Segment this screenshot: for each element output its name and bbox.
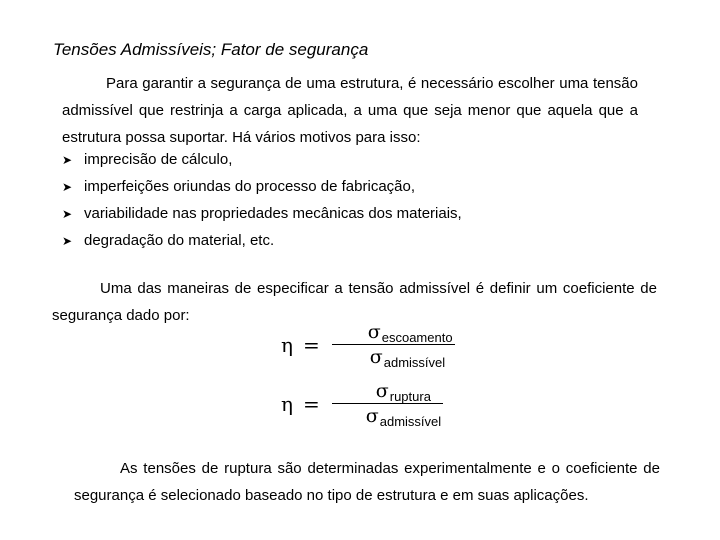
intro-paragraph: Para garantir a segurança de uma estrutura, é necessário escolher uma tensão admissível que restrinja a carga aplicada, a uma que seja menor que aquela que a estrutura possa suportar. Há vários motivos para isso: bbox=[62, 75, 638, 146]
reasons-list bbox=[62, 151, 462, 259]
list-item bbox=[62, 205, 462, 232]
fraction-denominator bbox=[332, 346, 447, 370]
fraction bbox=[332, 321, 455, 370]
sigma-symbol: σ bbox=[375, 380, 389, 402]
arrowhead-bullet-icon: ➤ bbox=[62, 153, 73, 167]
page-title: Tensões Admissíveis; Fator de segurança bbox=[53, 40, 369, 59]
arrowhead-bullet-icon: ➤ bbox=[62, 207, 73, 221]
arrowhead-bullet-icon: ➤ bbox=[62, 234, 73, 248]
conclusion-paragraph: As tensões de ruptura são determinadas experimentalmente e o coeficiente de segurança é selecionado baseado no tipo de estrutura e em suas aplicações. bbox=[74, 460, 660, 504]
list-item bbox=[62, 151, 462, 178]
fraction-denominator bbox=[332, 405, 443, 429]
sigma-symbol: σ bbox=[369, 346, 383, 368]
sigma-symbol: σ bbox=[367, 321, 381, 343]
list-item-text: imperfeições oriundas do processo de fabricação, bbox=[84, 178, 416, 195]
fraction-numerator bbox=[332, 321, 455, 345]
formula-yield bbox=[281, 321, 455, 370]
fraction bbox=[332, 380, 443, 429]
equals-sign: = bbox=[302, 332, 320, 357]
arrowhead-bullet-icon: ➤ bbox=[62, 180, 73, 194]
subscript-escoamento: escoamento bbox=[381, 330, 453, 345]
eta-symbol: η bbox=[281, 391, 293, 416]
subscript-admissivel: admissível bbox=[383, 355, 446, 370]
fraction-numerator bbox=[332, 380, 433, 404]
subscript-ruptura: ruptura bbox=[389, 389, 431, 404]
eta-symbol: η bbox=[281, 332, 293, 357]
subscript-admissivel: admissível bbox=[379, 414, 442, 429]
formula-rupture bbox=[281, 380, 443, 429]
list-item bbox=[62, 178, 462, 205]
definition-paragraph: Uma das maneiras de especificar a tensão admissível é definir um coeficiente de segurança dado por: bbox=[52, 280, 657, 324]
list-item-text: variabilidade nas propriedades mecânicas dos materiais, bbox=[84, 205, 462, 222]
list-item-text: degradação do material, etc. bbox=[84, 232, 275, 249]
equals-sign: = bbox=[302, 391, 320, 416]
list-item-text: imprecisão de cálculo, bbox=[84, 151, 233, 168]
list-item bbox=[62, 232, 462, 259]
sigma-symbol: σ bbox=[365, 405, 379, 427]
